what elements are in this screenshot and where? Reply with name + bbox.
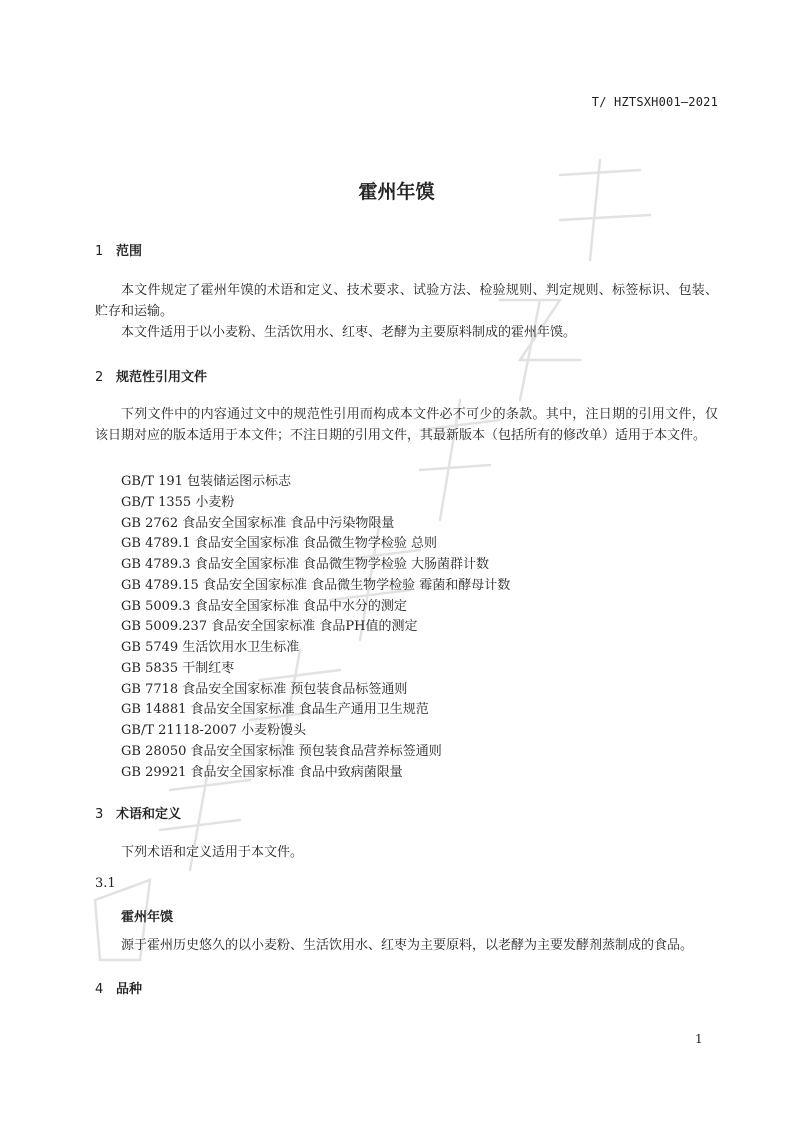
- section-title: 规范性引用文件: [116, 370, 208, 385]
- section-title: 品种: [116, 982, 143, 997]
- paragraph: 本文件适用于以小麦粉、生活饮用水、红枣、老酵为主要原料制成的霍州年馍。: [121, 325, 577, 340]
- section-heading-normative-references: [95, 366, 207, 385]
- reference-item: GB 2762 食品安全国家标准 食品中污染物限量: [121, 516, 395, 531]
- reference-item: GB 4789.3 食品安全国家标准 食品微生物学检验 大肠菌群计数: [121, 557, 489, 572]
- reference-item: GB 5009.3 食品安全国家标准 食品中水分的测定: [121, 599, 407, 614]
- paragraph: 下列术语和定义适用于本文件。: [121, 845, 304, 860]
- section-heading-scope: [95, 240, 142, 259]
- reference-item: GB 14881 食品安全国家标准 食品生产通用卫生规范: [121, 702, 429, 717]
- reference-item: GB 7718 食品安全国家标准 预包装食品标签通则: [121, 682, 408, 697]
- reference-item: GB/T 1355 小麦粉: [121, 495, 235, 510]
- term-number: 3.1: [95, 876, 116, 891]
- document-code: T/ HZTSXH001—2021: [591, 95, 718, 109]
- section-heading-terms: [95, 803, 181, 822]
- section-number: 1: [95, 244, 104, 259]
- paragraph: 下列文件中的内容通过文中的规范性引用而构成本文件必不可少的条款。其中，注日期的引用文件，仅该日期对应的版本适用于本文件；不注日期的引用文件，其最新版本（包括所有的修改单）适用于本文件。: [95, 407, 718, 443]
- reference-item: GB 5009.237 食品安全国家标准 食品PH值的测定: [121, 619, 418, 634]
- reference-item: GB 28050 食品安全国家标准 预包装食品营养标签通则: [121, 744, 442, 759]
- section-number: 2: [95, 370, 104, 385]
- reference-item: GB 5835 干制红枣: [121, 661, 235, 676]
- document-title: 霍州年馍: [358, 181, 435, 203]
- section-title: 范围: [116, 244, 143, 259]
- section-heading-varieties: [95, 978, 142, 997]
- term-name: 霍州年馍: [121, 910, 174, 925]
- reference-item: GB/T 191 包装储运图示标志: [121, 474, 292, 489]
- page-number: 1: [695, 1032, 703, 1046]
- section-number: 4: [95, 982, 104, 997]
- paragraph: 本文件规定了霍州年馍的术语和定义、技术要求、试验方法、检验规则、判定规则、标签标识、包装、贮存和运输。: [95, 283, 718, 319]
- section-title: 术语和定义: [116, 807, 182, 822]
- reference-item: GB 4789.1 食品安全国家标准 食品微生物学检验 总则: [121, 536, 437, 551]
- reference-item: GB 5749 生活饮用水卫生标准: [121, 640, 300, 655]
- reference-item: GB 29921 食品安全国家标准 食品中致病菌限量: [121, 765, 403, 780]
- reference-item: GB 4789.15 食品安全国家标准 食品微生物学检验 霉菌和酵母计数: [121, 578, 511, 593]
- term-definition: 源于霍州历史悠久的以小麦粉、生活饮用水、红枣为主要原料，以老酵为主要发酵剂蒸制成的食品。: [121, 938, 694, 953]
- reference-item: GB/T 21118-2007 小麦粉馒头: [121, 723, 307, 738]
- section-number: 3: [95, 807, 104, 822]
